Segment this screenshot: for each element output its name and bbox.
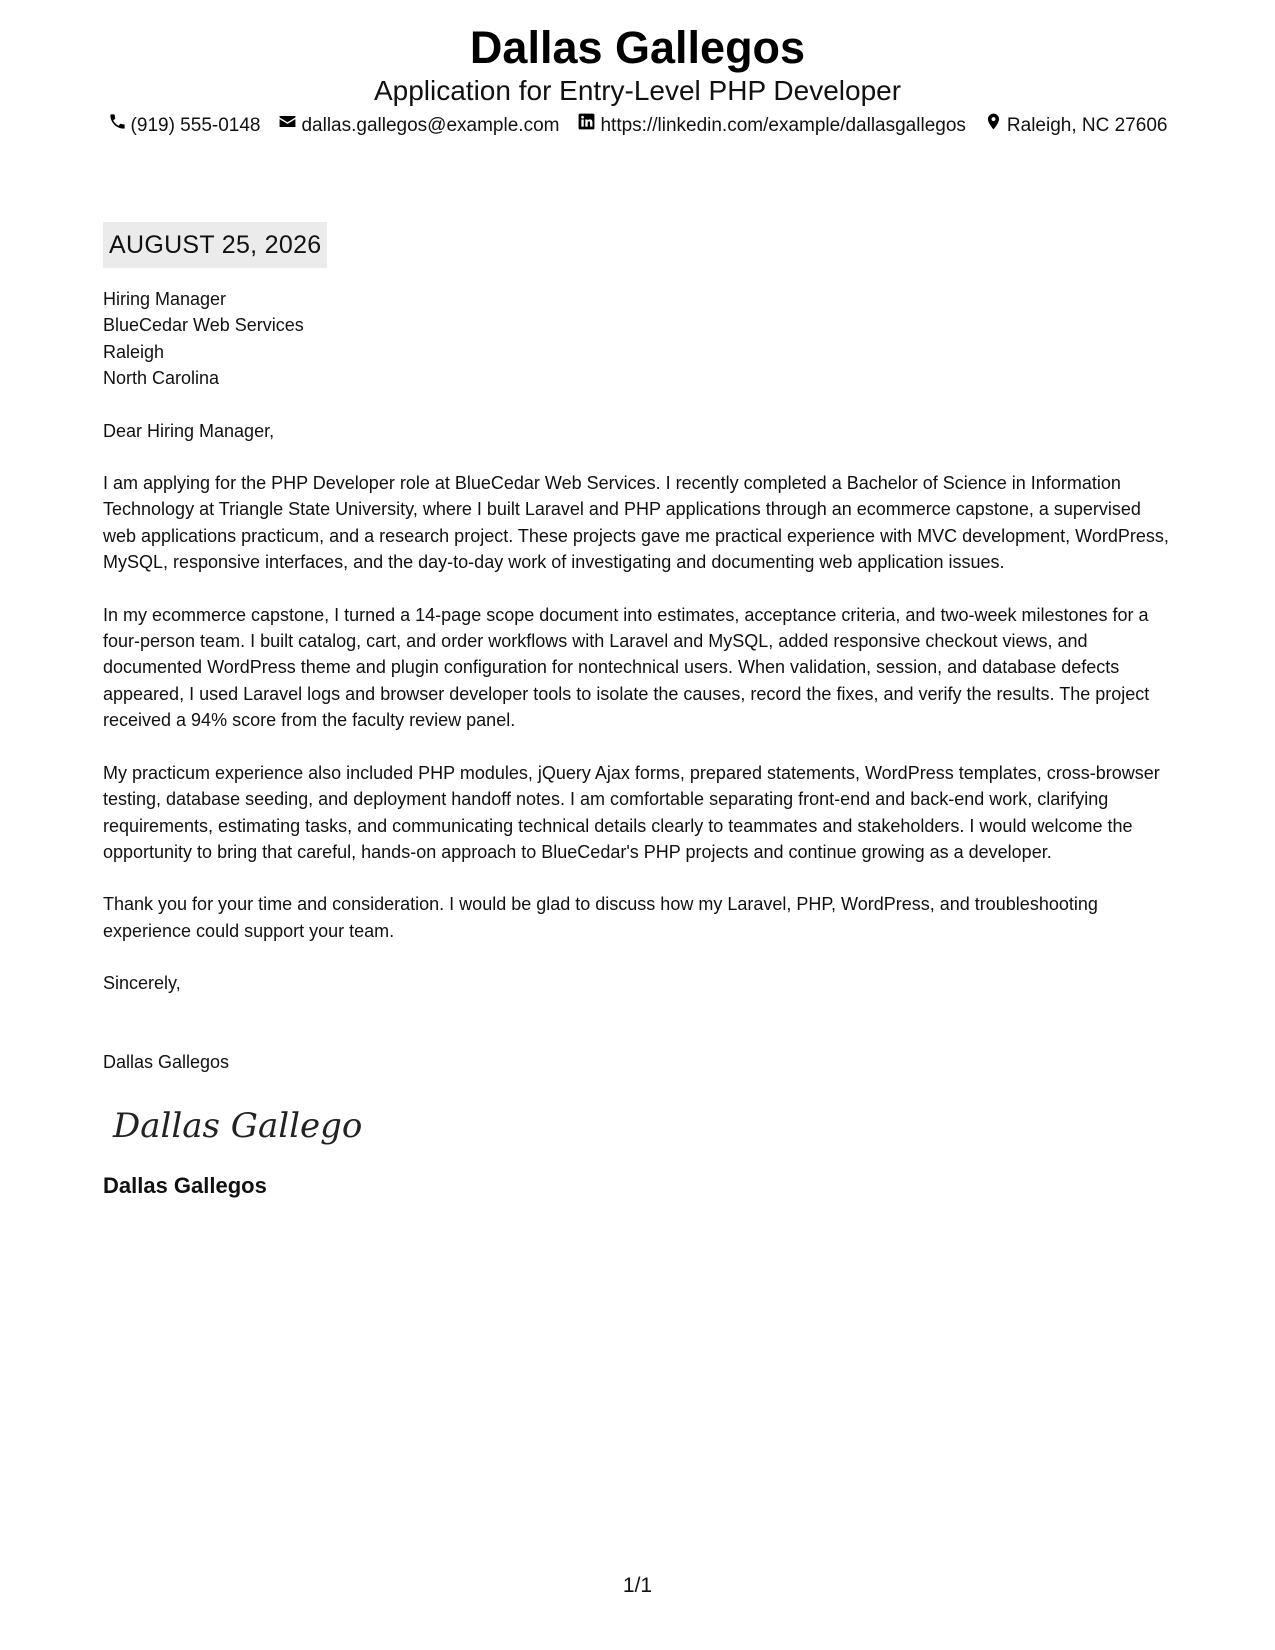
phone-text: (919) 555-0148 [130, 115, 261, 136]
contact-phone [108, 112, 261, 140]
letter-header [0, 22, 1275, 140]
recipient-city: Raleigh [103, 341, 165, 362]
contact-email [278, 112, 559, 140]
printed-name: Dallas Gallegos [103, 1172, 267, 1198]
page-number: 1/1 [622, 1574, 653, 1597]
signature-image [111, 1097, 1173, 1153]
applicant-name: Dallas Gallegos [469, 22, 806, 73]
paragraph-capstone: In my ecommerce capstone, I turned a 14-page scope document into estimates, acceptance criteria, and two-week milestones for a four-person team. I built catalog, cart, and order workflows with Laravel and MySQL, added responsive checkout views, and documented WordPress theme and plugin configuration for nontechnical users. When validation, session, and database defects appeared, I used Laravel logs and browser developer tools to isolate the causes, record the fixes, and verify the results. The project received a 94% score from the faculty review panel. [103, 604, 1150, 731]
phone-icon [108, 112, 127, 140]
recipient-company: BlueCedar Web Services [103, 315, 304, 336]
signature-text: Dallas Gallegos [113, 1105, 361, 1146]
recipient-title: Hiring Manager [103, 289, 227, 309]
contact-location [984, 112, 1168, 140]
closing: Sincerely, [103, 973, 181, 994]
linkedin-text: https://linkedin.com/example/dallasgallegos [600, 115, 966, 136]
letter-body [103, 222, 1173, 1201]
signoff-name: Dallas Gallegos [103, 1051, 230, 1072]
salutation: Dear Hiring Manager, [103, 420, 275, 441]
letter-date: AUGUST 25, 2026 [103, 222, 327, 268]
paragraph-closing: Thank you for your time and consideration. I would be glad to discuss how my Laravel, PHP, WordPress, and troubleshooting experience could support your team. [103, 894, 1098, 941]
location-text: Raleigh, NC 27606 [1006, 115, 1168, 136]
paragraph-practicum: My practicum experience also included PHP modules, jQuery Ajax forms, prepared statements, WordPress templates, cross-browser testing, database seeding, and deployment handoff notes. I am comfortable separating front-end and back-end work, clarifying requirements, estimating tasks, and communicating technical details clearly to teammates and stakeholders. I would welcome the opportunity to bring that careful, hands-on approach to BlueCedar's PHP projects and continue growing as a developer. [103, 762, 1160, 862]
paragraph-intro: I am applying for the PHP Developer role at BlueCedar Web Services. I recently completed a Bachelor of Science in Information Technology at Triangle State University, where I built Laravel and PHP applications through an ecommerce capstone, a supervised web applications practicum, and a research project. These projects gave me practical experience with MVC development, WordPress, MySQL, responsive interfaces, and the day-to-day work of investigating and documenting web application issues. [103, 473, 1169, 573]
recipient-block [103, 286, 1173, 392]
envelope-icon [278, 112, 297, 140]
contact-linkedin [577, 112, 965, 140]
contact-bar [0, 112, 1275, 140]
recipient-state: North Carolina [103, 368, 220, 389]
email-text: dallas.gallegos@example.com [301, 115, 560, 136]
map-pin-icon [984, 112, 1003, 140]
linkedin-icon [577, 112, 596, 140]
application-subtitle: Application for Entry-Level PHP Developer [373, 75, 902, 106]
